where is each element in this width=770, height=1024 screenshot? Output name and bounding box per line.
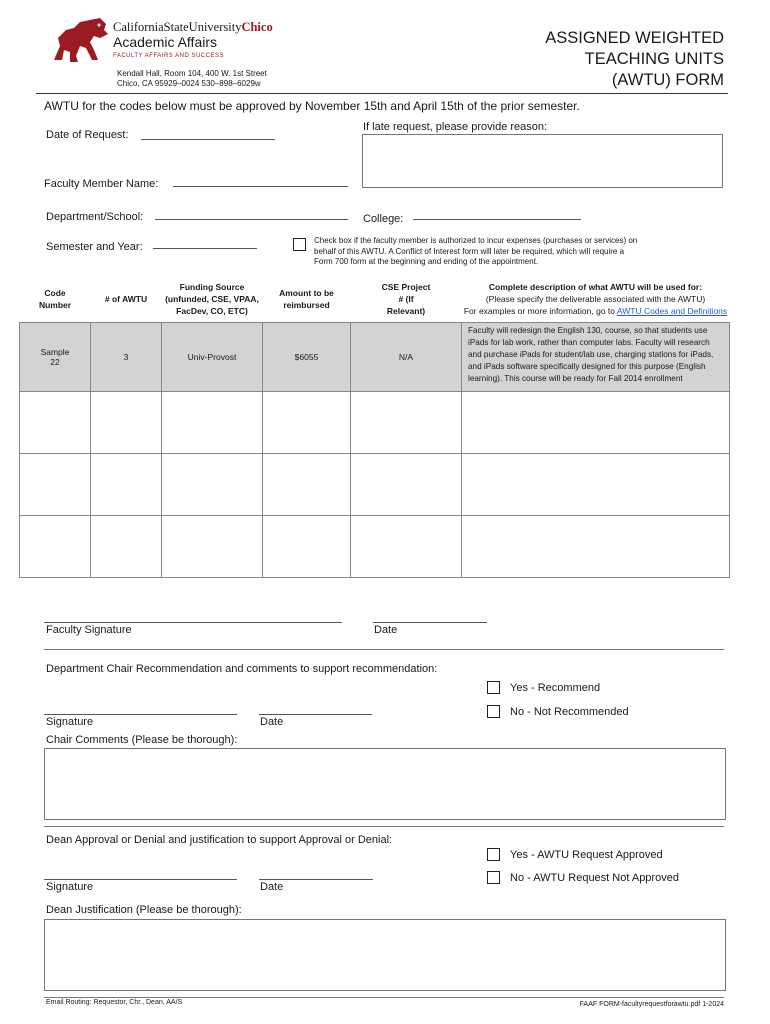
dean-no-label: No - AWTU Request Not Approved <box>510 872 679 884</box>
email-routing: Email Routing: Requestor, Chr., Dean, AA/S <box>46 999 183 1006</box>
semester-year-field[interactable] <box>153 248 257 249</box>
table-row[interactable] <box>20 392 730 454</box>
wildcat-logo <box>50 16 112 64</box>
form-title: ASSIGNED WEIGHTED TEACHING UNITS (AWTU) FORM <box>545 29 724 89</box>
expense-authorization-text: Check box if the faculty member is authorized to incur expenses (purchases or services) on behalf of this AWTU. A Conflict of Interest form will later be required, which will require a Form 700 form at the beginning and ending of the appointment. <box>314 236 638 266</box>
sample-amount-cell: $6055 <box>263 323 351 392</box>
faculty-signature-label: Faculty Signature <box>46 624 132 636</box>
date-of-request-label: Date of Request: <box>46 129 129 141</box>
awtu-table <box>19 276 730 578</box>
dean-justification-label: Dean Justification (Please be thorough): <box>46 904 242 916</box>
col-cse-header: CSE Project # (If Relevant) <box>381 282 431 316</box>
chair-no-label: No - Not Recommended <box>510 706 629 718</box>
section-divider <box>44 649 724 650</box>
code-cell[interactable] <box>20 454 91 516</box>
semester-year-label: Semester and Year: <box>46 241 143 253</box>
description-cell[interactable] <box>462 392 730 454</box>
dean-heading: Dean Approval or Denial and justification to support Approval or Denial: <box>46 834 393 846</box>
expense-authorization-checkbox[interactable] <box>293 238 306 251</box>
code-cell[interactable] <box>20 392 91 454</box>
sample-cse-cell: N/A <box>351 323 462 392</box>
col-funding-header: Funding Source (unfunded, CSE, VPAA, FacDev, CO, ETC) <box>165 282 259 316</box>
faculty-signature-field[interactable] <box>44 622 342 623</box>
chair-yes-label: Yes - Recommend <box>510 682 601 694</box>
description-cell[interactable] <box>462 516 730 578</box>
dean-justification-box[interactable] <box>44 919 726 991</box>
col-awtu-header: # of AWTU <box>104 294 148 304</box>
department-name: Academic Affairs <box>113 34 218 50</box>
table-header-row <box>20 276 730 323</box>
dean-no-checkbox[interactable] <box>487 871 500 884</box>
section-divider <box>44 826 724 827</box>
footer-divider <box>44 997 724 998</box>
chair-date-label: Date <box>260 716 284 728</box>
funding-cell[interactable] <box>162 454 263 516</box>
dean-date-label: Date <box>260 881 284 893</box>
funding-cell[interactable] <box>162 392 263 454</box>
late-request-label: If late request, please provide reason: <box>363 121 548 133</box>
cse-cell[interactable] <box>351 516 462 578</box>
col-amount-header: Amount to be reimbursed <box>279 288 334 310</box>
form-id: FAAF FORM-facultyrequestforawtu.pdf 1-2024 <box>579 1001 724 1008</box>
faculty-name-label: Faculty Member Name: <box>44 178 159 190</box>
date-of-request-field[interactable] <box>141 139 275 140</box>
cse-cell[interactable] <box>351 454 462 516</box>
sample-funding-cell: Univ-Provost <box>162 323 263 392</box>
college-field[interactable] <box>413 219 581 220</box>
chair-heading: Department Chair Recommendation and comments to support recommendation: <box>46 663 438 675</box>
chair-signature-field[interactable] <box>44 714 237 715</box>
awtu-cell[interactable] <box>91 392 162 454</box>
college-label: College: <box>363 213 404 225</box>
sub-department: FACULTY AFFAIRS AND SUCCESS <box>113 53 224 59</box>
intro-text: AWTU for the codes below must be approved by November 15th and April 15th of the prior semester. <box>44 99 580 113</box>
cse-cell[interactable] <box>351 392 462 454</box>
dean-signature-field[interactable] <box>44 879 237 880</box>
sample-description-cell: Faculty will redesign the English 130, course, so that students use iPads for lab work, rather than computer labs. Faculty will research and purchase iPads for student/lab use, charging stations for iPads, and iPads software specifically designed for this purpose (English learning). This course will be ready for Fall 2014 enrollment <box>462 323 730 392</box>
faculty-name-field[interactable] <box>173 186 348 187</box>
header-divider <box>36 93 728 94</box>
chair-comments-label: Chair Comments (Please be thorough): <box>46 734 238 746</box>
funding-cell[interactable] <box>162 516 263 578</box>
col-description-header: Complete description of what AWTU will be used for: (Please specify the deliverable associated with the AWTU) For examples or more information, go to AWTU Codes and Definitions <box>463 282 728 316</box>
awtu-cell[interactable] <box>91 454 162 516</box>
awtu-codes-link[interactable]: AWTU Codes and Definitions <box>616 306 728 316</box>
dean-date-field[interactable] <box>259 879 373 880</box>
awtu-cell[interactable] <box>91 516 162 578</box>
faculty-date-field[interactable] <box>373 622 487 623</box>
address-line-2: Chico, CA 95929–0024 530–898–6029w <box>117 79 261 88</box>
col-code-header: Code Number <box>38 288 72 310</box>
sample-awtu-cell: 3 <box>91 323 162 392</box>
chair-signature-label: Signature <box>46 716 94 728</box>
table-row <box>20 323 730 392</box>
chair-yes-checkbox[interactable] <box>487 681 500 694</box>
dean-yes-checkbox[interactable] <box>487 848 500 861</box>
department-label: Department/School: <box>46 211 144 223</box>
sample-code-cell: Sample 22 <box>20 323 91 392</box>
faculty-date-label: Date <box>374 624 398 636</box>
department-field[interactable] <box>155 219 348 220</box>
amount-cell[interactable] <box>263 392 351 454</box>
chair-date-field[interactable] <box>259 714 372 715</box>
dean-signature-label: Signature <box>46 881 94 893</box>
chair-comments-box[interactable] <box>44 748 726 820</box>
table-row[interactable] <box>20 454 730 516</box>
description-cell[interactable] <box>462 454 730 516</box>
table-row[interactable] <box>20 516 730 578</box>
address-line-1: Kendall Hall, Room 104, 400 W. 1st Street <box>117 69 267 78</box>
code-cell[interactable] <box>20 516 91 578</box>
late-request-reason-box[interactable] <box>362 134 723 188</box>
dean-yes-label: Yes - AWTU Request Approved <box>510 849 663 861</box>
amount-cell[interactable] <box>263 454 351 516</box>
amount-cell[interactable] <box>263 516 351 578</box>
chair-no-checkbox[interactable] <box>487 705 500 718</box>
university-name: CaliforniaStateUniversityChico <box>113 20 273 34</box>
